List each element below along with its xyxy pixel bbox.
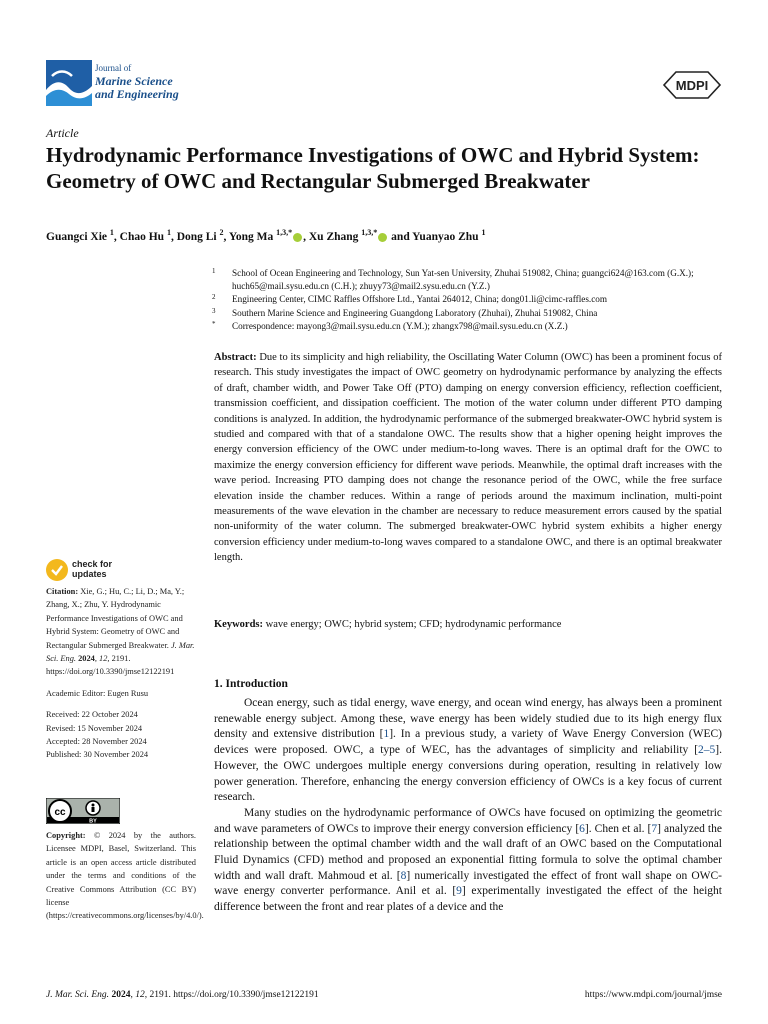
check-for-updates-button[interactable] (46, 559, 166, 581)
check-updates-line1: check for (72, 559, 113, 569)
footer-doi[interactable]: , 2191. https://doi.org/10.3390/jmse12122191 (144, 990, 319, 1000)
citation-doi[interactable]: , 2191. https://doi.org/10.3390/jmse12122191 (46, 654, 175, 677)
journal-logo (46, 60, 92, 106)
affiliation-mark: 1 (212, 267, 216, 275)
author-name: Yong Ma (228, 230, 277, 243)
paragraph-text: ] numerically investigated the effect of front wall shape on OWC-wave energy converter performance. Anil et al. [ (214, 869, 723, 898)
author-list: Guangci Xie $^1$, Chao Hu $^1$, Dong Li $^2$, Yong Ma $^{1,3,*}$ , Xu Zhang $^{1,3,*}$ and Yuanyao Zhu $^1$ (46, 228, 486, 243)
footer-volume: 12 (135, 990, 145, 1000)
paragraph-text: ] analyzed the relationship between the optimal chamber width and the wall draft of an OWC based on the Computational Fluid Dynamics (CFD) method and proposed an exponential fitting formula to solve the optimal chamber width and wall draft. Mahmoud et al. [ (214, 822, 722, 882)
author-affiliation-mark: 1,3,* (361, 228, 378, 237)
affiliation-item (212, 320, 722, 333)
affiliation-item (212, 307, 722, 320)
orcid-icon[interactable] (378, 233, 387, 242)
affiliation-mark: 3 (212, 306, 216, 315)
author-name: Chao Hu (119, 230, 167, 243)
author-affiliation-mark: 1 (166, 228, 171, 237)
section-heading: 1. Introduction (214, 678, 288, 690)
paragraph-text: Many studies on the hydrodynamic performance of OWCs have focused on optimizing the geometric and wave parameters of OWCs to improve their energy conversion efficiency [ (214, 806, 722, 835)
author-name: Yuanyao Zhu (412, 230, 482, 243)
paragraph-text: ]. Chen et al. [ (584, 822, 652, 835)
citation-year: 2024 (78, 654, 95, 664)
affiliation-item (212, 293, 722, 306)
footer-citation: J. Mar. Sci. Eng. 2024, 12, 2191. https://doi.org/10.3390/jmse12122191 (46, 990, 319, 1000)
affiliation-text: Southern Marine Science and Engineering Guangdong Laboratory (Zhuhai), Zhuhai 519082, China (232, 307, 598, 318)
affiliation-mark: 2 (212, 293, 216, 302)
article-type: Article (46, 126, 79, 140)
citation-volume: 12 (99, 654, 108, 664)
citation-text: Xie, G.; Hu, C.; Li, D.; Ma, Y.; Zhang, X.; Zhu, Y. Hydrodynamic Performance Investigations of OWC and Hybrid System: Geometry of OWC and Rectangular Submerged Breakwater. (46, 587, 185, 650)
abstract-label: Abstract: (214, 352, 257, 363)
introduction-body (214, 696, 722, 916)
citation-link[interactable]: 2–5 (698, 744, 716, 757)
author-affiliation-mark: 1,3,* (276, 228, 293, 237)
keywords (214, 617, 722, 632)
author-name: Xu Zhang (308, 230, 362, 243)
author-affiliation-mark: 2 (219, 228, 224, 237)
journal-name-line1: Marine Science (95, 74, 173, 88)
affiliation-text: School of Ocean Engineering and Technology, Sun Yat-sen University, Zhuhai 519082, China; guangci624@163.com (G.X.); huch65@mail.sysu.edu.cn (C.H.); zhuyy73@mail2.sysu.edu.cn (Y.Z.) (232, 268, 694, 292)
cc-by-license-badge[interactable] (46, 798, 120, 824)
journal-name-line2: and Engineering (95, 87, 179, 101)
journal-name (95, 62, 179, 101)
paragraph-text: ]. However, the OWC undergoes multiple energy conversions during operation, resulting in relatively low power generation. Therefore, enhancing the energy conversion efficiency of OWCs is a key focus of current research. (214, 744, 722, 804)
paragraph-text: Ocean energy, such as tidal energy, wave energy, and ocean wind energy, has always been a prominent renewable energy subject. Among these, wave energy has been widely studied due to its high energy flux density and extensive distribution [ (214, 697, 722, 741)
academic-editor: Academic Editor: Eugen Rusu (46, 688, 149, 698)
keywords-text: wave energy; OWC; hybrid system; CFD; hydrodynamic performance (265, 619, 562, 630)
paragraph-text: ]. In a previous study, a variety of Wave Energy Conversion (WEC) devices were proposed. OWC, a type of WEC, has the advantages of simplicity and reliability [ (214, 728, 722, 757)
affiliation-mark: * (212, 319, 216, 328)
copyright-label: Copyright: (46, 831, 86, 840)
intro-paragraph-1 (214, 696, 722, 806)
citation: Citation: Xie, G.; Hu, C.; Li, D.; Ma, Y.; Zhang, X.; Zhu, Y. Hydrodynamic Performance Investigations of OWC and Hybrid System: Geometry of OWC and Rectangular Submerged Breakwater. J. Mar. Sci. Eng. 2024, 12, 2191. https://doi.org/10.3390/jmse12122191 (46, 587, 195, 677)
copyright-text: © 2024 by the authors. Licensee MDPI, Basel, Switzerland. This article is an open access article distributed under the terms and conditions of the Creative Commons Attribution (CC BY) license (https://creativecommons.org/licenses/by/4.0/). (46, 831, 204, 921)
citation-link[interactable]: 1 (383, 728, 390, 741)
affiliation-text: Correspondence: mayong3@mail.sysu.edu.cn (Y.M.); zhangx798@mail.sysu.edu.cn (X.Z.) (232, 320, 568, 331)
check-updates-line2: updates (72, 569, 107, 579)
revised-date: Revised: 15 November 2024 (46, 723, 143, 733)
author-affiliation-mark: 1 (481, 228, 486, 237)
copyright-notice (46, 829, 204, 923)
author-name: Guangci Xie (46, 230, 110, 243)
received-date: Received: 22 October 2024 (46, 710, 138, 720)
abstract (214, 350, 722, 566)
citation-label: Citation: (46, 587, 79, 596)
check-updates-icon (46, 559, 68, 581)
intro-paragraph-2 (214, 806, 722, 916)
footer-year: 2024 (111, 990, 131, 1000)
citation-link[interactable]: 9 (456, 885, 462, 898)
citation-link[interactable]: 8 (400, 869, 407, 882)
author-name: Dong Li (176, 230, 220, 243)
cc-badge-label: BY (89, 818, 97, 824)
affiliation-text: Engineering Center, CIMC Raffles Offshore Ltd., Yantai 264012, China; dong01.li@cimc-raffles.com (232, 294, 608, 305)
journal-name-prefix: Journal of (95, 63, 132, 73)
paragraph-text: ] experimentally investigated the effect of the height difference between the front and rear plates of a device and the (214, 885, 722, 914)
affiliation-list (212, 267, 722, 333)
published-date: Published: 30 November 2024 (46, 750, 149, 760)
mdpi-logo-text: MDPI (675, 78, 709, 93)
article-title: Hydrodynamic Performance Investigations of OWC and Hybrid System: Geometry of OWC and Rectangular Submerged Breakwater (46, 143, 700, 193)
affiliation-item (212, 267, 722, 293)
author-affiliation-mark: 1 (109, 228, 114, 237)
abstract-text: Due to its simplicity and high reliability, the Oscillating Water Column (OWC) has been a prominent focus of research. This study investigates the impact of OWC geometry on hydrodynamic performance by analyzing the effects of draft, chamber width, and Power Take Off (PTO) damping on energy conversion efficiency, reflection coefficient, transmission coefficient, and dissipation coefficient. The motion of the water column under different PTO damping conditions is analyzed. In addition, the hydrodynamic performance of the submerged breakwater-OWC hybrid system is studied and compared with that of a standalone OWC. The results show that a higher opening height improves the energy conversion efficiency of the OWC under medium-to-long waves. There is an optimal draft for the OWC to maximize the energy conversion efficiency for different wave periods. Meanwhile, the optimal draft increases with the wave period. Increasing PTO damping does not change the resonance period of the OWC, while the free surface elevation inside the chamber reduces. Within a range of periods around the maximum inclination, multi-point measurements of the wave elevation in the chamber are necessary to reduce measurement errors caused by the spatial non-uniformity of the water column. The submerged breakwater-OWC hybrid system exhibits a higher energy conversion efficiency under medium-to-long waves compared to a standalone OWC, and there is an optimal breakwater length. (214, 352, 723, 564)
orcid-icon[interactable] (293, 233, 302, 242)
citation-link[interactable]: 7 (651, 822, 658, 835)
citation-journal: J. Mar. Sci. Eng. (46, 640, 195, 664)
footer-journal: J. Mar. Sci. Eng. (46, 990, 110, 1000)
mdpi-logo (662, 70, 722, 100)
keywords-label: Keywords: (214, 619, 263, 630)
citation-link[interactable]: 6 (579, 822, 585, 835)
sidebar (46, 585, 198, 762)
svg-text:cc: cc (54, 807, 66, 818)
accepted-date: Accepted: 28 November 2024 (46, 737, 147, 747)
footer-journal-url[interactable]: https://www.mdpi.com/journal/jmse (584, 990, 722, 1000)
